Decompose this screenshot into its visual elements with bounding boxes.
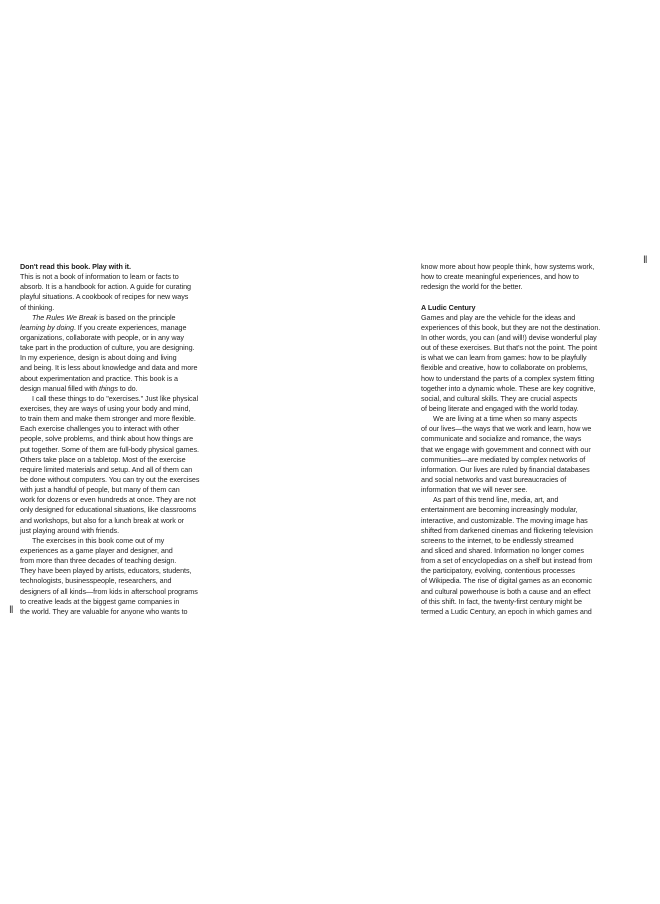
text-line: put together. Some of them are full-body physical games. <box>20 444 199 454</box>
text-line: communities—are mediated by complex networks of <box>421 454 586 464</box>
right-text-column <box>421 262 651 617</box>
text-line: Each exercise challenges you to interact with other <box>20 424 180 434</box>
text-line: from more than three decades of teaching design. <box>20 556 177 566</box>
margin-marker: ll <box>9 605 13 616</box>
section-heading: A Ludic Century <box>421 302 476 312</box>
text-line: and sliced and shared. Information no longer comes <box>421 545 584 555</box>
text-line: The exercises in this book come out of my <box>32 535 165 545</box>
text-line: how to create meaningful experiences, and how to <box>421 272 579 282</box>
text-line: be done without computers. You can try out the exercises <box>20 474 200 484</box>
text-line <box>20 384 250 394</box>
text-line: how to understand the parts of a complex system fitting <box>421 373 595 383</box>
text-line: termed a Ludic Century, an epoch in which games and <box>421 606 592 616</box>
text-fragment: to do. <box>117 383 138 393</box>
text-line: interactive, and customizable. The moving image has <box>421 515 588 525</box>
text-line: to creative leads at the biggest game companies in <box>20 596 180 606</box>
text-line: They have been played by artists, educators, students, <box>20 566 192 576</box>
text-line: that we engage with government and connect with our <box>421 444 591 454</box>
text-line <box>20 313 250 323</box>
margin-marker: ll <box>643 255 647 266</box>
text-line: and being. It is less about knowledge and data and more <box>20 363 198 373</box>
text-line: about experimentation and practice. This book is a <box>20 373 178 383</box>
text-line: and cultural powerhouse is both a cause and an effect <box>421 586 591 596</box>
text-line: Games and play are the vehicle for the ideas and <box>421 312 576 322</box>
text-line: absorb. It is a handbook for action. A guide for curating <box>20 282 191 292</box>
text-fragment: design manual filled with <box>20 383 100 393</box>
text-line: is what we can learn from games: how to be playfully <box>421 353 587 363</box>
text-line: to train them and make them stronger and more flexible. <box>20 414 196 424</box>
text-line: In my experience, design is about doing and living <box>20 353 177 363</box>
text-line: information that we will never see. <box>421 485 528 495</box>
text-line: designers of all kinds—from kids in afterschool programs <box>20 586 198 596</box>
left-text-column <box>20 262 250 617</box>
text-line: social, and cultural skills. They are crucial aspects <box>421 393 578 403</box>
italic-phrase: things <box>99 383 118 393</box>
text-line: shifted from darkened cinemas and flickering television <box>421 525 593 535</box>
book-title-italic: The Rules We Break <box>32 312 98 322</box>
right-page <box>330 0 660 904</box>
text-line: from a set of encyclopedias on a shelf but instead from <box>421 556 593 566</box>
text-fragment: is based on the principle <box>97 312 176 322</box>
text-line: In other words, you can (and will!) devise wonderful play <box>421 332 597 342</box>
text-line: organizations, collaborate with people, or in any way <box>20 332 184 342</box>
italic-phrase: learning by doing <box>20 322 74 332</box>
text-line: of being literate and engaged with the world today. <box>421 403 579 413</box>
text-line: We are living at a time when so many aspects <box>433 414 577 424</box>
left-heading: Don't read this book. Play with it. <box>20 262 131 271</box>
text-line: out of these exercises. But that's not the point. The point <box>421 343 598 353</box>
text-line: As part of this trend line, media, art, and <box>433 495 559 505</box>
text-line: entertainment are becoming increasingly modular, <box>421 505 578 515</box>
text-line: of Wikipedia. The rise of digital games as an economic <box>421 576 592 586</box>
text-line: flexible and creative, how to collaborate on problems, <box>421 363 588 373</box>
text-line: take part in the production of culture, you are designing. <box>20 343 195 353</box>
text-fragment: . If you create experiences, manage <box>73 322 187 332</box>
text-line: experiences of this book, but they are not the destination. <box>421 322 601 332</box>
blank-line <box>421 292 651 302</box>
text-line: only designed for educational situations, like classrooms <box>20 505 197 515</box>
text-line: require limited materials and setup. And all of them can <box>20 464 193 474</box>
text-line: technologists, businesspeople, researchers, and <box>20 576 172 586</box>
text-line <box>20 323 250 333</box>
text-line: together into a dynamic whole. These are key cognitive, <box>421 383 596 393</box>
text-line: information. Our lives are ruled by financial databases <box>421 464 590 474</box>
text-line: of thinking. <box>20 302 55 312</box>
text-line: screens to the internet, to be endlessly streamed <box>421 535 574 545</box>
text-line: This is not a book of information to learn or facts to <box>20 272 179 282</box>
text-line: the participatory, evolving, contentious processes <box>421 566 575 576</box>
text-line: exercises, they are ways of using your body and mind, <box>20 403 191 413</box>
text-line: Others take place on a tabletop. Most of the exercise <box>20 454 186 464</box>
text-line: redesign the world for the better. <box>421 282 523 292</box>
text-line: of this shift. In fact, the twenty-first century might be <box>421 596 582 606</box>
text-line: experiences as a game player and designer, and <box>20 545 173 555</box>
text-line: people, solve problems, and think about how things are <box>20 434 194 444</box>
text-line: the world. They are valuable for anyone who wants to <box>20 606 188 616</box>
text-line: communicate and socialize and romance, the ways <box>421 434 582 444</box>
text-line: with just a handful of people, but many of them can <box>20 485 180 495</box>
text-line: just playing around with friends. <box>20 525 120 535</box>
text-line: of our lives—the ways that we work and learn, how we <box>421 424 592 434</box>
text-line: and workshops, but also for a lunch break at work or <box>20 515 184 525</box>
text-line: and social networks and vast bureaucracies of <box>421 474 567 484</box>
text-line: playful situations. A cookbook of recipes for new ways <box>20 292 189 302</box>
text-line: work for dozens or even hundreds at once. They are not <box>20 495 196 505</box>
text-line: know more about how people think, how systems work, <box>421 262 595 271</box>
text-line: I call these things to do "exercises." Just like physical <box>32 393 199 403</box>
